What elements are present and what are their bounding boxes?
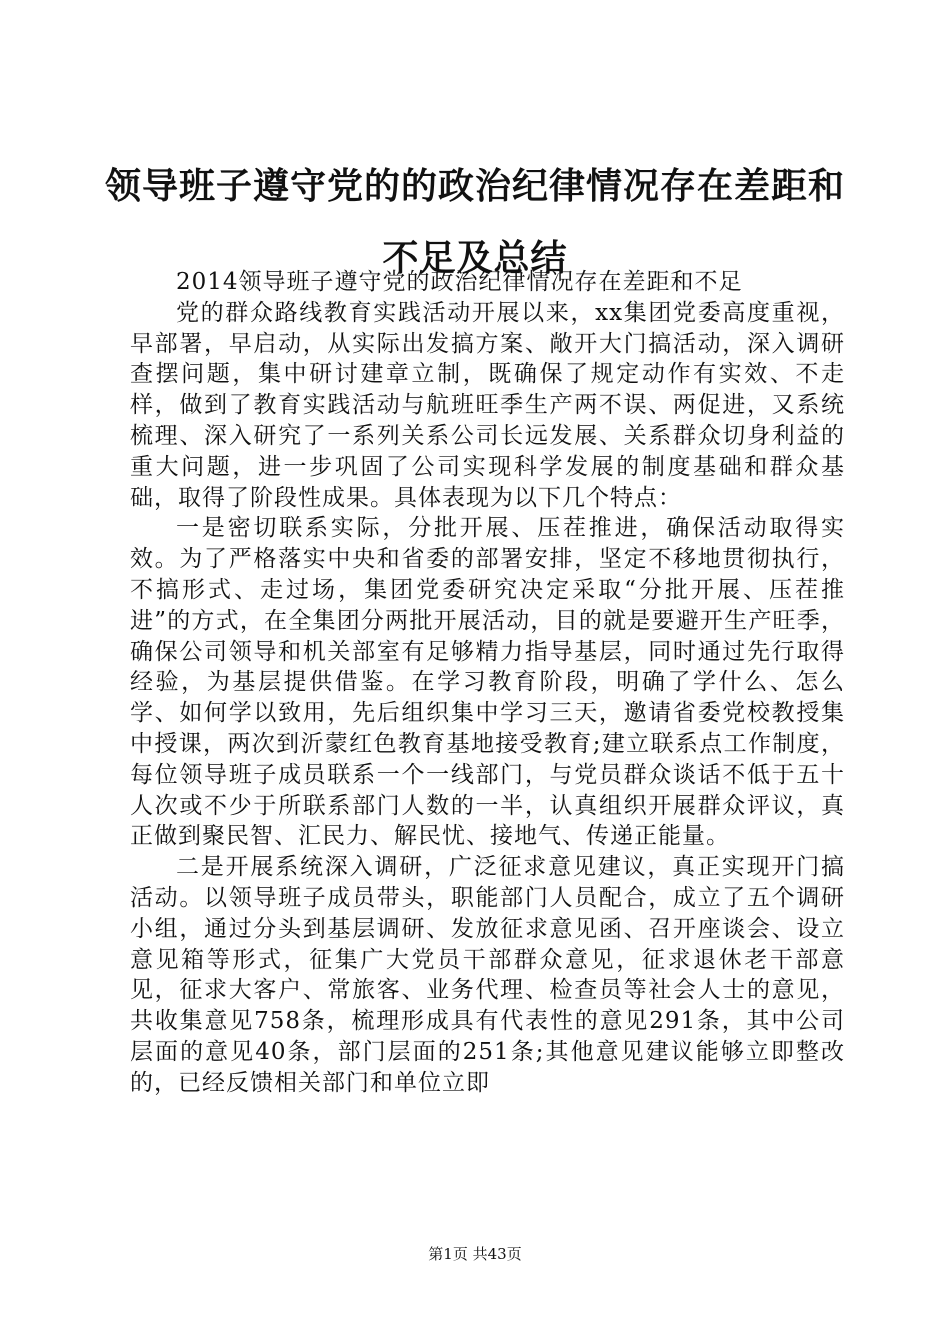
paragraph-point-one: 一是密切联系实际，分批开展、压茬推进，确保活动取得实效。为了严格落实中央和省委的部署安排，坚定不移地贯彻执行，不搞形式、走过场，集团党委研究决定采取“分批开展、压茬推进”的方式，在全集团分两批开展活动，目的就是要避开生产旺季，确保公司领导和机关部室有足够精力指导基层，同时通过先行取得经验，为基层提供借鉴。在学习教育阶段，明确了学什么、怎么学、如何学以致用，先后组织集中学习三天，邀请省委党校教授集中授课，两次到沂蒙红色教育基地接受教育;建立联系点工作制度，每位领导班子成员联系一个一线部门，与党员群众谈话不低于五十人次或不少于所联系部门人数的一半，认真组织开展群众评议，真正做到聚民智、汇民力、解民忧、接地气、传递正能量。	[130, 515, 845, 850]
title-line-1: 领导班子遵守党的的政治纪律情况存在差距和	[104, 165, 845, 207]
paragraph-intro: 党的群众路线教育实践活动开展以来，xx集团党委高度重视，早部署，早启动，从实际出发搞方案、敞开大门搞活动，深入调研查摆问题，集中研讨建章立制，既确保了规定动作有实效、不走样，做到了教育实践活动与航班旺季生产两不误、两促进，又系统梳理、深入研究了一系列关系公司长远发展、关系群众切身利益的重大问题，进一步巩固了公司实现科学发展的制度基础和群众基础，取得了阶段性成果。具体表现为以下几个特点：	[130, 299, 845, 511]
document-body	[130, 267, 845, 1099]
title-line-2: 不足及总结	[382, 237, 568, 279]
paragraph-point-two: 二是开展系统深入调研，广泛征求意见建议，真正实现开门搞活动。以领导班子成员带头，职能部门人员配合，成立了五个调研小组，通过分头到基层调研、发放征求意见函、召开座谈会、设立意见箱等形式，征集广大党员干部群众意见，征求退休老干部意见，征求大客户、常旅客、业务代理、检查员等社会人士的意见，共收集意见758条，梳理形成具有代表性的意见291条，其中公司层面的意见40条，部门层面的251条;其他意见建议能够立即整改的，已经反馈相关部门和单位立即	[130, 854, 845, 1096]
paragraph-subtitle: 2014领导班子遵守党的政治纪律情况存在差距和不足	[176, 269, 743, 295]
page-footer: 第1页 共43页	[428, 1245, 522, 1263]
